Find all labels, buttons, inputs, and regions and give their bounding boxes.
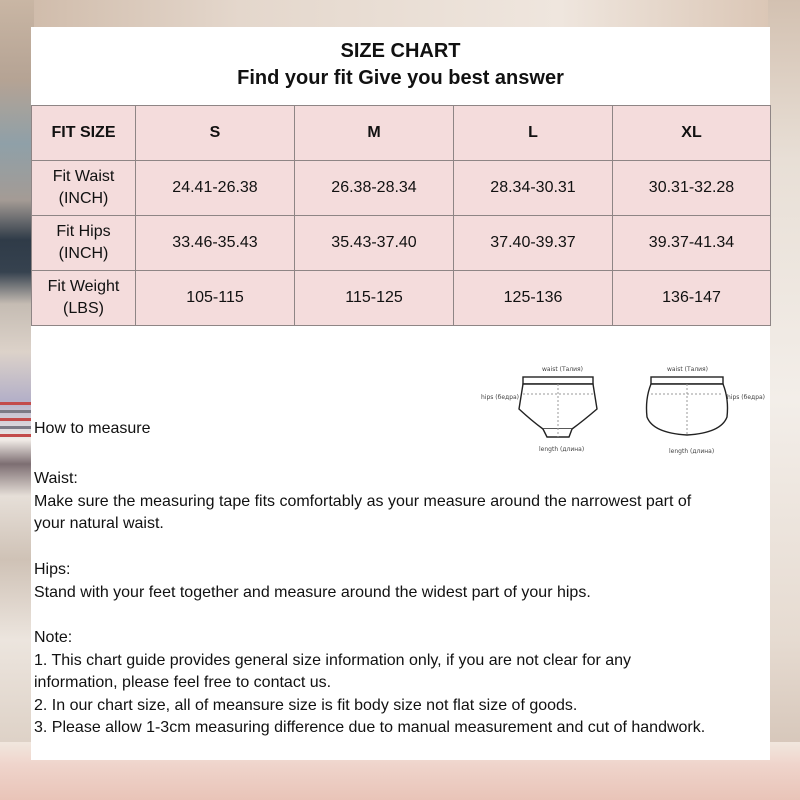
waist-text-line1: Make sure the measuring tape fits comfortably as your measure around the narrowest part of [34,492,692,510]
note-1-line1: 1. This chart guide provides general size information only, if you are not clear for any [34,651,632,669]
size-table [31,105,771,326]
back-waist-label: waist (Талия) [667,366,709,373]
table-cell: 105-115 [136,271,295,326]
table-cell: 35.43-37.40 [295,216,454,271]
row-label-line2: (INCH) [58,190,109,207]
table-cell: 115-125 [295,271,454,326]
table-header-cell: M [295,106,454,161]
table-header-cell: L [454,106,613,161]
note-1-line2: information, please feel free to contact us. [34,674,332,691]
waist-section [34,468,764,536]
panties-front-illustration [481,366,597,453]
background-right-garments [768,0,800,800]
stripe-decoration [0,410,34,413]
table-header-cell: XL [613,106,771,161]
back-length-label: length (длина) [669,448,715,455]
back-hips-label: hips (бедра) [727,394,766,401]
table-cell: 28.34-30.31 [454,161,613,216]
table-cell: 33.46-35.43 [136,216,295,271]
table-cell: 37.40-39.37 [454,216,613,271]
table-header-row [32,106,771,161]
table-cell: 125-136 [454,271,613,326]
hips-section [34,559,764,604]
table-cell: 24.41-26.38 [136,161,295,216]
stripe-decoration [0,434,34,437]
page-title: SIZE CHART [340,40,461,62]
chart-header [31,27,770,103]
table-cell: 39.37-41.34 [613,216,771,271]
table-cell: 136-147 [613,271,771,326]
hips-text: Stand with your feet together and measure around the widest part of your hips. [34,583,591,601]
row-label [32,271,136,326]
table-cell: 30.31-32.28 [613,161,771,216]
stripe-decoration [0,402,34,405]
background-left-garments [0,0,34,800]
row-label-line1: Fit Waist [52,168,115,185]
waist-text-line2: your natural waist. [34,515,164,532]
how-to-measure-heading: How to measure [34,420,151,437]
note-heading: Note: [34,629,73,646]
table-header-cell: S [136,106,295,161]
hips-heading: Hips: [34,561,71,578]
stripe-decoration [0,426,34,429]
row-label [32,161,136,216]
row-label-line2: (INCH) [58,245,109,262]
front-length-label: length (длина) [539,446,585,453]
row-label-line1: Fit Hips [56,223,111,240]
row-label-line2: (LBS) [63,300,104,317]
row-label [32,216,136,271]
stripe-decoration [0,418,34,421]
table-header-cell: FIT SIZE [32,106,136,161]
row-label-line1: Fit Weight [47,278,120,295]
front-waist-label: waist (Талия) [542,366,584,373]
table-cell: 26.38-28.34 [295,161,454,216]
note-3: 3. Please allow 1-3cm measuring difference due to manual measurement and cut of handwork. [34,719,706,736]
front-hips-label: hips (бедра) [481,394,520,401]
panties-back-illustration [647,366,766,455]
note-2: 2. In our chart size, all of meansure size is fit body size not flat size of goods. [34,696,578,714]
page-subtitle: Find your fit Give you best answer [237,67,564,89]
size-chart-panel [31,27,770,760]
table-row [32,216,771,271]
waist-heading: Waist: [34,470,78,487]
measurement-diagram [477,359,766,469]
table-row [32,161,771,216]
table-row [32,271,771,326]
note-section [34,627,764,740]
